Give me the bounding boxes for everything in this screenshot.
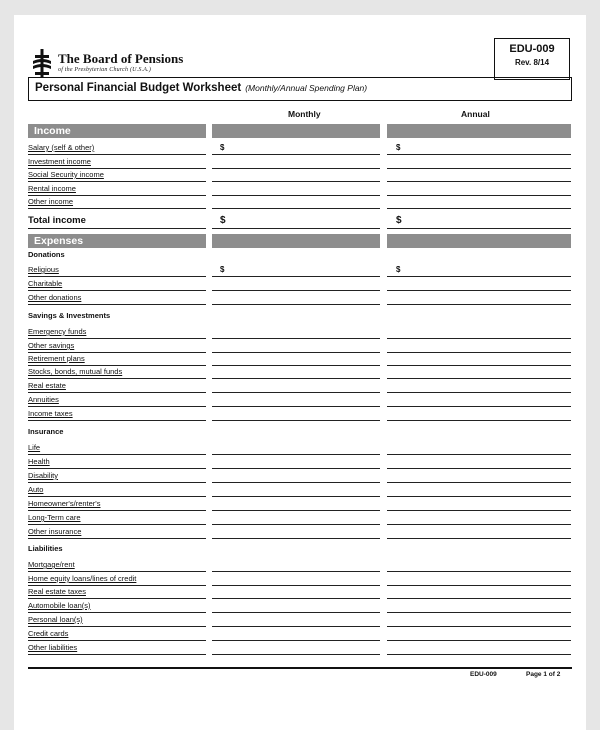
liabilities-heading: Liabilities [28, 544, 63, 553]
insurance-row-label: Disability [28, 471, 59, 480]
savings-row-label: Emergency funds [28, 327, 87, 336]
insurance-row-label-line [28, 538, 206, 539]
title-box [28, 77, 572, 101]
liabilities-row-annual-field[interactable] [387, 571, 571, 572]
insurance-row-annual-field[interactable] [387, 482, 571, 483]
savings-row-label: Other savings [28, 341, 75, 350]
income-section-heading: Income [34, 125, 71, 137]
liabilities-row-label: Automobile loan(s) [28, 601, 91, 610]
insurance-row-monthly-field[interactable] [212, 468, 380, 469]
savings-row-label: Real estate [28, 381, 66, 390]
insurance-row-label: Other insurance [28, 527, 82, 536]
income-section-bar [28, 124, 206, 138]
savings-heading: Savings & Investments [28, 311, 111, 320]
liabilities-row-annual-field[interactable] [387, 585, 571, 586]
form-code-box [494, 38, 570, 80]
insurance-row-label-line [28, 510, 206, 511]
total-income-label: Total income [28, 215, 86, 226]
insurance-row-label: Long-Term care [28, 513, 81, 522]
expenses-section-bar-monthly [212, 234, 380, 248]
total-income-monthly-field[interactable] [212, 228, 380, 229]
donations-row-monthly-field[interactable] [212, 304, 380, 305]
insurance-row-label: Homeowner's/renter's [28, 499, 101, 508]
insurance-row-annual-field[interactable] [387, 454, 571, 455]
insurance-row-label-line [28, 454, 206, 455]
income-row-label: Salary (self & other) [28, 143, 95, 152]
savings-row-monthly-field[interactable] [212, 352, 380, 353]
insurance-row-label-line [28, 524, 206, 525]
insurance-row-label: Auto [28, 485, 44, 494]
title-text: Personal Financial Budget Worksheet [35, 82, 242, 94]
donations-row-annual-field[interactable] [387, 290, 571, 291]
income-row-label-line [28, 168, 206, 169]
liabilities-row-monthly-field[interactable] [212, 571, 380, 572]
savings-row-label: Income taxes [28, 409, 73, 418]
savings-row-label-line [28, 352, 206, 353]
insurance-row-annual-field[interactable] [387, 510, 571, 511]
liabilities-row-annual-field[interactable] [387, 654, 571, 655]
insurance-row-annual-field[interactable] [387, 468, 571, 469]
liabilities-row-label-line [28, 612, 206, 613]
savings-row-annual-field[interactable] [387, 365, 571, 366]
liabilities-row-label-line [28, 626, 206, 627]
insurance-row-label-line [28, 482, 206, 483]
donations-row-label-line [28, 290, 206, 291]
liabilities-row-label-line [28, 598, 206, 599]
income-row-label-line [28, 195, 206, 196]
income-row-annual-field[interactable] [387, 208, 571, 209]
insurance-row-monthly-field[interactable] [212, 510, 380, 511]
insurance-row-label-line [28, 468, 206, 469]
liabilities-row-label: Credit cards [28, 629, 69, 638]
income-row-annual-field[interactable] [387, 181, 571, 182]
income-section-bar-annual [387, 124, 571, 138]
liabilities-row-monthly-field[interactable] [212, 585, 380, 586]
total-income-label-line [28, 228, 206, 229]
liabilities-row-monthly-field[interactable] [212, 626, 380, 627]
income-row-monthly-field[interactable] [212, 195, 380, 196]
donations-row-dollar-monthly: $ [220, 265, 225, 274]
savings-row-label-line [28, 406, 206, 407]
income-row-dollar-annual: $ [396, 143, 401, 152]
org-subtitle: of the Presbyterian Church (U.S.A.) [58, 67, 152, 73]
savings-row-annual-field[interactable] [387, 352, 571, 353]
donations-row-label: Charitable [28, 279, 63, 288]
income-row-monthly-field[interactable] [212, 154, 380, 155]
income-row-label-line [28, 208, 206, 209]
insurance-row-label-line [28, 496, 206, 497]
savings-row-monthly-field[interactable] [212, 406, 380, 407]
savings-row-monthly-field[interactable] [212, 420, 380, 421]
income-row-label: Investment income [28, 157, 91, 166]
savings-row-label: Retirement plans [28, 354, 85, 363]
insurance-heading: Insurance [28, 427, 64, 436]
total-income-annual-field[interactable] [387, 228, 571, 229]
donations-row-label: Religious [28, 265, 59, 274]
insurance-row-annual-field[interactable] [387, 524, 571, 525]
footer-form-code: EDU-009 [470, 671, 497, 678]
liabilities-row-annual-field[interactable] [387, 626, 571, 627]
liabilities-row-label: Mortgage/rent [28, 560, 75, 569]
income-row-label: Rental income [28, 184, 76, 193]
savings-row-label-line [28, 420, 206, 421]
income-row-label-line [28, 181, 206, 182]
expenses-section-bar [28, 234, 206, 248]
form-page [14, 15, 586, 730]
column-header-monthly: Monthly [288, 109, 321, 119]
expenses-section-heading: Expenses [34, 235, 84, 247]
liabilities-row-monthly-field[interactable] [212, 640, 380, 641]
savings-row-label-line [28, 365, 206, 366]
donations-row-annual-field[interactable] [387, 304, 571, 305]
savings-row-annual-field[interactable] [387, 406, 571, 407]
savings-row-label-line [28, 378, 206, 379]
liabilities-row-monthly-field[interactable] [212, 654, 380, 655]
income-row-label-line [28, 154, 206, 155]
presbyterian-seal-icon [31, 49, 53, 77]
savings-row-label: Annuities [28, 395, 59, 404]
total-income-dollar-monthly: $ [220, 215, 226, 226]
income-row-dollar-monthly: $ [220, 143, 225, 152]
insurance-row-annual-field[interactable] [387, 538, 571, 539]
insurance-row-monthly-field[interactable] [212, 524, 380, 525]
org-name: The Board of Pensions [58, 51, 184, 66]
liabilities-row-annual-field[interactable] [387, 612, 571, 613]
savings-row-annual-field[interactable] [387, 338, 571, 339]
savings-row-monthly-field[interactable] [212, 338, 380, 339]
liabilities-row-label: Home equity loans/lines of credit [28, 574, 137, 583]
savings-row-annual-field[interactable] [387, 378, 571, 379]
insurance-row-annual-field[interactable] [387, 496, 571, 497]
footer-rule [28, 667, 572, 669]
liabilities-row-annual-field[interactable] [387, 598, 571, 599]
income-row-monthly-field[interactable] [212, 181, 380, 182]
donations-row-label-line [28, 276, 206, 277]
footer-page-number: Page 1 of 2 [526, 671, 561, 678]
donations-row-dollar-annual: $ [396, 265, 401, 274]
income-row-label: Other income [28, 197, 74, 206]
insurance-row-monthly-field[interactable] [212, 454, 380, 455]
total-income-dollar-annual: $ [396, 215, 402, 226]
savings-row-label: Stocks, bonds, mutual funds [28, 367, 123, 376]
donations-row-label: Other donations [28, 293, 82, 302]
savings-row-monthly-field[interactable] [212, 365, 380, 366]
insurance-row-monthly-field[interactable] [212, 482, 380, 483]
expenses-section-bar-annual [387, 234, 571, 248]
liabilities-row-label: Real estate taxes [28, 587, 86, 596]
liabilities-row-monthly-field[interactable] [212, 598, 380, 599]
insurance-row-label: Health [28, 457, 50, 466]
savings-row-monthly-field[interactable] [212, 378, 380, 379]
form-subtitle: (Monthly/Annual Spending Plan) [245, 83, 368, 93]
liabilities-row-label-line [28, 640, 206, 641]
savings-row-label-line [28, 392, 206, 393]
savings-row-monthly-field[interactable] [212, 392, 380, 393]
insurance-row-monthly-field[interactable] [212, 496, 380, 497]
income-section-bar-monthly [212, 124, 380, 138]
form-code: EDU-009 [509, 43, 555, 55]
liabilities-row-annual-field[interactable] [387, 640, 571, 641]
income-row-monthly-field[interactable] [212, 208, 380, 209]
column-header-annual: Annual [461, 109, 490, 119]
insurance-row-monthly-field[interactable] [212, 538, 380, 539]
income-row-annual-field[interactable] [387, 154, 571, 155]
income-row-label: Social Security income [28, 170, 104, 179]
insurance-row-label: Life [28, 443, 41, 452]
donations-heading: Donations [28, 250, 65, 259]
savings-row-label-line [28, 338, 206, 339]
income-row-annual-field[interactable] [387, 168, 571, 169]
income-row-annual-field[interactable] [387, 195, 571, 196]
savings-row-annual-field[interactable] [387, 392, 571, 393]
form-revision: Rev. 8/14 [514, 58, 550, 67]
form-title [35, 82, 367, 94]
donations-row-label-line [28, 304, 206, 305]
income-row-monthly-field[interactable] [212, 168, 380, 169]
liabilities-row-monthly-field[interactable] [212, 612, 380, 613]
donations-row-annual-field[interactable] [387, 276, 571, 277]
liabilities-row-label: Other liabilities [28, 643, 78, 652]
donations-row-monthly-field[interactable] [212, 276, 380, 277]
liabilities-row-label-line [28, 654, 206, 655]
liabilities-row-label-line [28, 585, 206, 586]
donations-row-monthly-field[interactable] [212, 290, 380, 291]
liabilities-row-label-line [28, 571, 206, 572]
liabilities-row-label: Personal loan(s) [28, 615, 83, 624]
savings-row-annual-field[interactable] [387, 420, 571, 421]
